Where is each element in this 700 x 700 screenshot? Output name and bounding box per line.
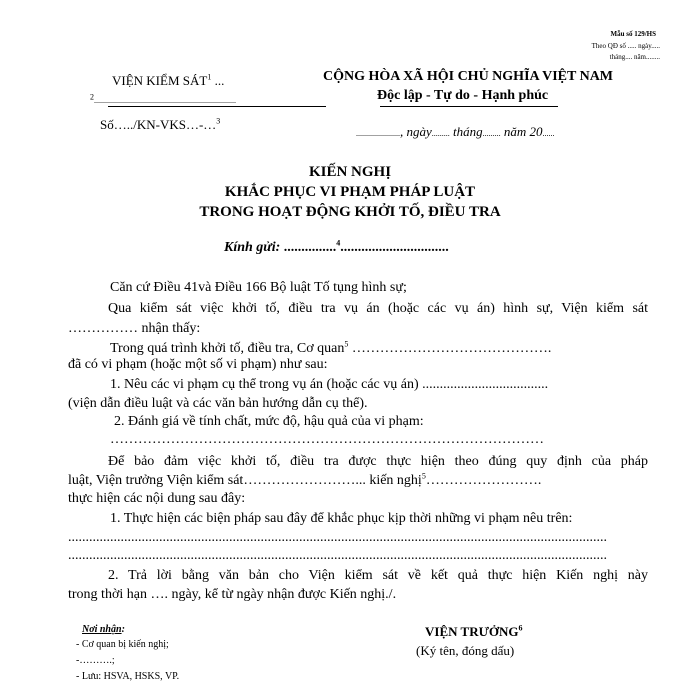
date-line: ......................, ngày......... tháng......... năm 20...... bbox=[356, 124, 555, 139]
paragraph-legal-basis: Căn cứ Điều 41và Điều 166 Bộ luật Tố tụng hình sự; bbox=[110, 280, 407, 295]
remedy-dots-2: .......................................................................................................................................................... bbox=[68, 548, 607, 563]
sub-agency-line: $^2$....................................................................... bbox=[90, 92, 236, 105]
agency-underline bbox=[108, 106, 326, 107]
paragraph-inspection-1: Qua kiểm sát việc khởi tố, điều tra vụ án (hoặc các vụ án) hình sự, Viện kiểm sát bbox=[108, 301, 648, 316]
paragraph-violations-1: 1. Nêu các vi phạm cụ thể trong vụ án (hoặc các vụ án) .................................... bbox=[110, 377, 549, 392]
document-number: Số…../KN-VKS…-…$^3$ bbox=[100, 116, 221, 132]
paragraph-recommendation-2: luật, Viện trưởng Viện kiểm sát……………………... kiến nghị$^5$……………………. bbox=[68, 471, 542, 488]
paragraph-recommendation-3: thực hiện các nội dung sau đây: bbox=[68, 491, 246, 506]
form-note-decision: Theo QĐ số ..... ngày..... bbox=[591, 42, 660, 50]
paragraph-violations-2: (viện dẫn điều luật và các văn bản hướng dẫn cụ thể). bbox=[68, 396, 368, 411]
national-title: CỘNG HÒA XÃ HỘI CHỦ NGHĨA VIỆT NAM bbox=[323, 69, 614, 84]
paragraph-reply-2: trong thời hạn …. ngày, kể từ ngày nhận được Kiến nghị./. bbox=[68, 587, 397, 602]
paragraph-assessment: 2. Đánh giá về tính chất, mức độ, hậu quả của vi phạm: bbox=[114, 414, 424, 429]
recipient-item: - Cơ quan bị kiến nghị; bbox=[76, 639, 169, 650]
paragraph-recommendation-1: Để bảo đảm việc khởi tố, điều tra được thực hiện theo đúng quy định của pháp bbox=[108, 454, 648, 469]
recipient-item: - Lưu: HSVA, HSKS, VP. bbox=[76, 671, 180, 682]
signer-title: VIỆN TRƯỞNG$^6$ bbox=[425, 623, 523, 639]
paragraph-reply-1: 2. Trả lời bằng văn bản cho Viện kiểm sát về kết quả thực hiện Kiến nghị này bbox=[108, 568, 648, 583]
assessment-dots: ………………………………………………………………………………… bbox=[110, 432, 544, 447]
paragraph-agency-1: Trong quá trình khởi tố, điều tra, Cơ quan$^5$ ……………………………………. bbox=[110, 339, 552, 356]
recipient-item: -……….; bbox=[76, 655, 115, 666]
agency-name: VIỆN KIỂM SÁT$^1$ ... bbox=[112, 72, 225, 88]
motto-underline bbox=[380, 106, 558, 107]
form-note-month: tháng.... năm........ bbox=[609, 53, 660, 61]
paragraph-remedy: 1. Thực hiện các biện pháp sau đây để khắc phục kịp thời những vi phạm nêu trên: bbox=[110, 511, 573, 526]
recipients-title: Nơi nhận: bbox=[82, 624, 125, 635]
signer-note: (Ký tên, đóng dấu) bbox=[416, 643, 515, 658]
document-title: KIẾN NGHỊ bbox=[308, 164, 392, 180]
remedy-dots-1: .......................................................................................................................................................... bbox=[68, 530, 607, 545]
paragraph-agency-2: đã có vi phạm (hoặc một số vi phạm) như sau: bbox=[68, 357, 328, 372]
form-code: Mẫu số 129/HS bbox=[610, 30, 656, 38]
document-subtitle-2: TRONG HOẠT ĐỘNG KHỞI TỐ, ĐIỀU TRA bbox=[199, 204, 501, 220]
national-motto: Độc lập - Tự do - Hạnh phúc bbox=[377, 88, 549, 103]
paragraph-inspection-2: …………… nhận thấy: bbox=[68, 321, 201, 336]
document-subtitle-1: KHẮC PHỤC VI PHẠM PHÁP LUẬT bbox=[224, 184, 476, 200]
salutation: Kính gửi: ...............$^4$............................... bbox=[224, 238, 449, 255]
